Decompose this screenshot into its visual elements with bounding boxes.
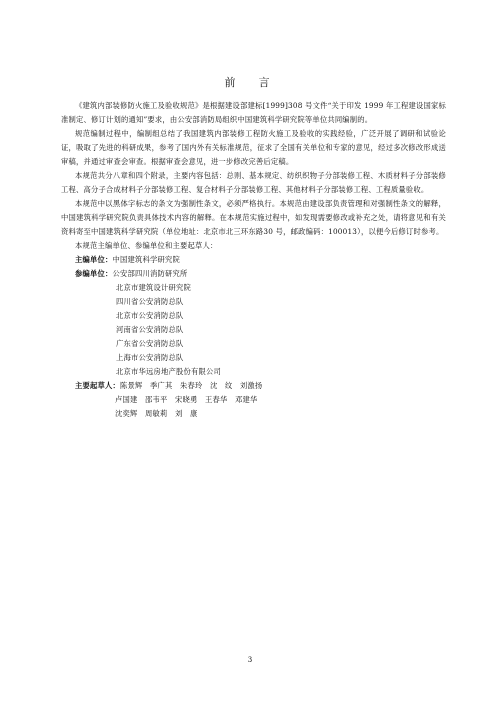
editor-unit-line [61, 253, 446, 267]
participant-unit-item: 北京市公安消防总队 [116, 311, 184, 320]
editor-unit-value: 中国建筑科学研究院 [112, 255, 180, 264]
paragraph-2: 规范编制过程中，编制组总结了我国建筑内部装修工程防火施工及验收的实践经验，广泛开展了调研和试验论证，吸取了先进的科研成果，参考了国内外有关标准规范，征求了全国有关单位和专家的意见，经过多次修改形成送审稿，并通过审查会审查。根据审查会意见，进一步修改完善后定稿。 [61, 129, 446, 166]
drafters-row: 卢国建 邵韦平 宋晓勇 王春华 邓建华 [115, 395, 258, 404]
participant-unit-item: 广东省公安消防总队 [116, 339, 184, 348]
drafters-label: 主要起草人： [75, 381, 120, 390]
page-title: 前 言 [224, 76, 276, 89]
participant-unit-label: 参编单位： [75, 269, 113, 278]
paragraph-4: 本规范中以黑体字标志的条文为强制性条文，必须严格执行。本规范由建设部负责管理和对强制性条文的解释，中国建筑科学研究院负责具体技术内容的解释。在本规范实施过程中，如发现需要修改或补充之处，请将意见和有关资料寄至中国建筑科学研究院（单位地址：北京市北三环东路30 号，邮政编码：100013），以便今后修订时参考。 [61, 199, 446, 236]
participant-unit-item: 公安部四川消防研究所 [112, 269, 188, 278]
paragraph-1: 《建筑内部装修防火施工及验收规范》是根据建设部建标[1999]308 号文件“关于印发 1999 年工程建设国家标准制定、修订计划的通知”要求，由公安部消防局组织中国建筑科学研究院等单位共同编制的。 [61, 101, 446, 124]
participant-unit-item: 上海市公安消防总队 [116, 353, 184, 362]
participant-unit-line [61, 267, 446, 281]
drafters-row: 陈景辉 季广其 朱春玲 沈 纹 刘激扬 [119, 381, 263, 390]
paragraph-5: 本规范主编单位、参编单位和主要起草人： [75, 241, 218, 250]
drafters-row: 沈奕辉 周敏莉 刘 康 [115, 409, 198, 418]
drafters-line [61, 379, 446, 393]
participant-unit-item: 河南省公安消防总队 [116, 325, 184, 334]
paragraph-3: 本规范共分八章和四个附录，主要内容包括：总则、基本规定、纺织织物子分部装修工程、木质材料子分部装修工程、高分子合成材料子分部装修工程、复合材料子分部装修工程、其他材料子分部装修工程、工程质量验收。 [61, 171, 446, 194]
page-number: 3 [247, 656, 253, 664]
participant-unit-item: 北京市华远房地产股份有限公司 [116, 367, 221, 376]
preface-body [61, 99, 446, 421]
participant-unit-item: 北京市建筑设计研究院 [116, 283, 191, 292]
editor-unit-label: 主编单位： [75, 255, 113, 264]
participant-unit-item: 四川省公安消防总队 [116, 297, 184, 306]
